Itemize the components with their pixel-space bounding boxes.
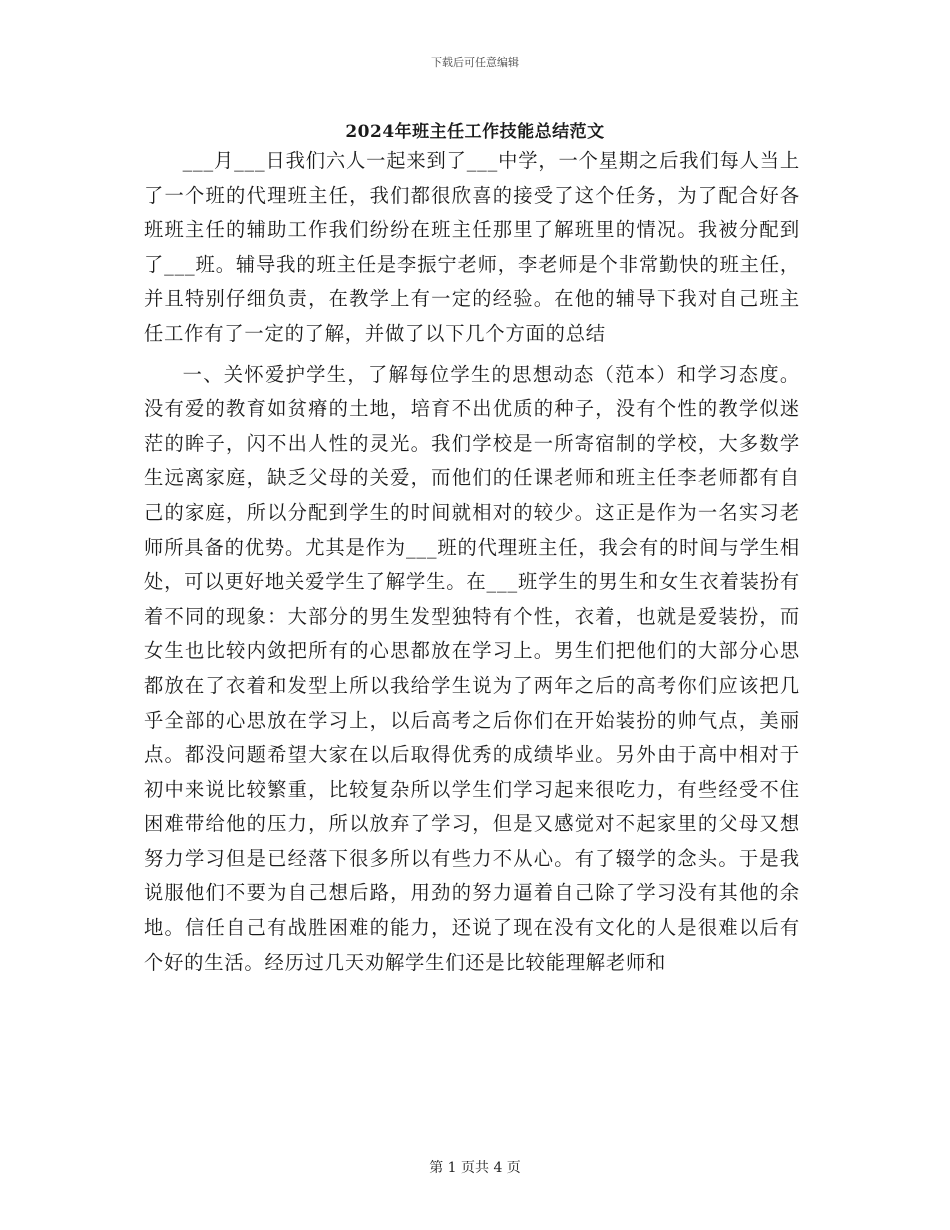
paragraph-intro: ___月___日我们六人一起来到了___中学，一个星期之后我们每人当上了一个班的代理班主任，我们都很欣喜的接受了这个任务，为了配合好各班班主任的辅助工作我们纷纷在班主任那里了解班里的情况。我被分配到了___班。辅导我的班主任是李振宁老师，李老师是个非常勤快的班主任，并且特别仔细负责，在教学上有一定的经验。在他的辅导下我对自己班主任工作有了一定的了解，并做了以下几个方面的总结 bbox=[144, 149, 800, 345]
document-body bbox=[144, 144, 800, 980]
document-title: 2024年班主任工作技能总结范文 bbox=[345, 122, 605, 142]
page-number: 第 1 页共 4 页 bbox=[429, 1160, 521, 1176]
paragraph-section-one: 一、关怀爱护学生，了解每位学生的思想动态（范本）和学习态度。没有爱的教育如贫瘠的土地，培育不出优质的种子，没有个性的教学似迷茫的眸子，闪不出人性的灵光。我们学校是一所寄宿制的学校，大多数学生远离家庭，缺乏父母的关爱，而他们的任课老师和班主任李老师都有自己的家庭，所以分配到学生的时间就相对的较少。这正是作为一名实习老师所具备的优势。尤其是作为___班的代理班主任，我会有的时间与学生相处，可以更好地关爱学生了解学生。在___班学生的男生和女生衣着装扮有着不同的现象：大部分的男生发型独特有个性，衣着，也就是爱装扮，而女生也比较内敛把所有的心思都放在学习上。男生们把他们的大部分心思都放在了衣着和发型上所以我给学生说为了两年之后的高考你们应该把几乎全部的心思放在学习上，以后高考之后你们在开始装扮的帅气点，美丽点。都没问题希望大家在以后取得优秀的成绩毕业。另外由于高中相对于初中来说比较繁重，比较复杂所以学生们学习起来很吃力，有些经受不住困难带给他的压力，所以放弃了学习，但是又感觉对不起家里的父母又想努力学习但是已经落下很多所以有些力不从心。有了辍学的念头。于是我说服他们不要为自己想后路，用劲的努力逼着自己除了学习没有其他的余地。信任自己有战胜困难的能力，还说了现在没有文化的人是很难以后有个好的生活。经历过几天劝解学生们还是比较能理解老师和 bbox=[144, 362, 800, 974]
header-note: 下载后可任意编辑 bbox=[431, 56, 519, 69]
